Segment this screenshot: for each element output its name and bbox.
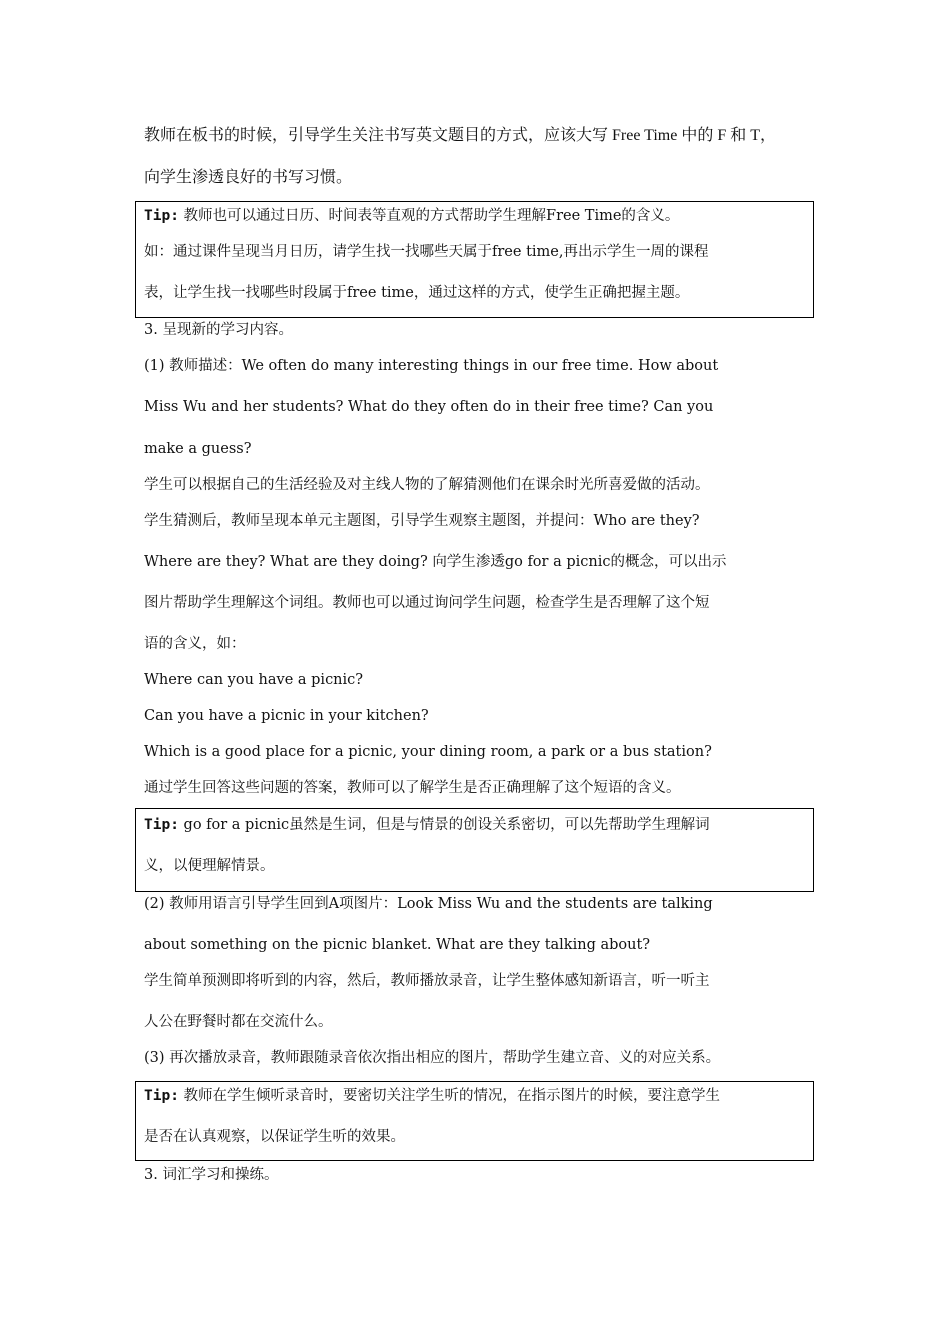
paragraph-line: make a guess? xyxy=(144,441,252,457)
paragraph-line: about something on the picnic blanket. What are they talking about? xyxy=(144,937,651,953)
question-line: Which is a good place for a picnic, your dining room, a park or a bus station? xyxy=(144,744,712,760)
tip-label: Tip: xyxy=(144,208,179,224)
tip-2-line-2: 义，以便理解情景。 xyxy=(144,858,275,874)
tip-label: Tip: xyxy=(144,1088,179,1104)
section-heading: 3. 词汇学习和操练。 xyxy=(144,1167,279,1183)
tip-2-line-1 xyxy=(144,815,808,835)
paragraph-line: Miss Wu and her students? What do they often do in their free time? Can you xyxy=(144,399,714,415)
tip-3-text: 教师在学生倾听录音时，要密切关注学生听的情况，在指示图片的时候，要注意学生 xyxy=(178,1088,721,1104)
paragraph-line: Where are they? What are they doing? 向学生渗透go for a picnic的概念，可以出示 xyxy=(144,554,727,570)
tip-1-line-1 xyxy=(144,206,808,226)
paragraph-line: 学生可以根据自己的生活经验及对主线人物的了解猜测他们在课余时光所喜爱做的活动。 xyxy=(144,477,710,493)
tip-1-text: 教师也可以通过日历、时间表等直观的方式帮助学生理解Free Time的含义。 xyxy=(178,208,680,224)
paragraph-line: (3) 再次播放录音，教师跟随录音依次指出相应的图片，帮助学生建立音、义的对应关系。 xyxy=(144,1050,721,1066)
question-line: Can you have a picnic in your kitchen? xyxy=(144,708,429,724)
intro-line-2: 向学生渗透良好的书写习惯。 xyxy=(144,169,353,186)
tip-3-line-1 xyxy=(144,1086,808,1106)
paragraph-line: 学生猜测后，教师呈现本单元主题图，引导学生观察主题图，并提问：Who are they? xyxy=(144,513,700,529)
tip-box-1 xyxy=(135,201,814,318)
tip-1-line-3: 表，让学生找一找哪些时段属于free time，通过这样的方式，使学生正确把握主题。 xyxy=(144,285,690,301)
paragraph-line: 人公在野餐时都在交流什么。 xyxy=(144,1014,333,1030)
paragraph-line: (2) 教师用语言引导学生回到A项图片：Look Miss Wu and the students are talking xyxy=(144,896,713,912)
section-heading: 3. 呈现新的学习内容。 xyxy=(144,322,293,338)
paragraph-line: 通过学生回答这些问题的答案，教师可以了解学生是否正确理解了这个短语的含义。 xyxy=(144,780,681,796)
tip-box-3 xyxy=(135,1081,814,1161)
tip-2-text: go for a picnic虽然是生词，但是与情景的创设关系密切，可以先帮助学生理解词 xyxy=(178,817,710,833)
paragraph-line: (1) 教师描述：We often do many interesting things in our free time. How about xyxy=(144,358,719,374)
intro-line-1: 教师在板书的时候，引导学生关注书写英文题目的方式，应该大写 Free Time 中的 F 和 T， xyxy=(144,127,777,144)
tip-1-line-2: 如：通过课件呈现当月日历，请学生找一找哪些天属于free time,再出示学生一周的课程 xyxy=(144,244,709,260)
paragraph-line: 图片帮助学生理解这个词组。教师也可以通过询问学生问题，检查学生是否理解了这个短 xyxy=(144,595,710,611)
tip-box-2 xyxy=(135,808,814,892)
question-line: Where can you have a picnic? xyxy=(144,672,364,688)
tip-3-line-2: 是否在认真观察，以保证学生听的效果。 xyxy=(144,1129,405,1145)
tip-label: Tip: xyxy=(144,817,179,833)
paragraph-line: 语的含义，如： xyxy=(144,636,246,652)
paragraph-line: 学生简单预测即将听到的内容，然后，教师播放录音，让学生整体感知新语言，听一听主 xyxy=(144,973,710,989)
